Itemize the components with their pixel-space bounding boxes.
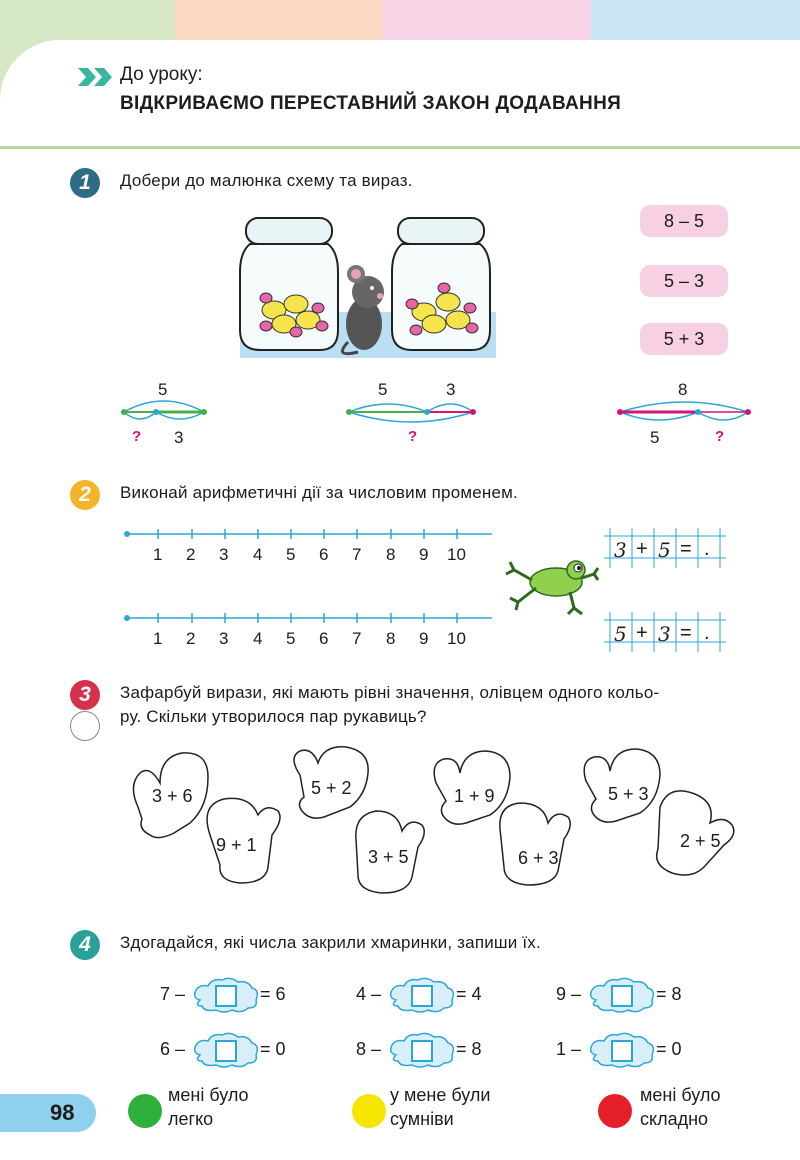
jars-illustration	[238, 212, 498, 360]
grid1-op: +	[636, 538, 648, 560]
scheme2-segment	[343, 396, 479, 430]
mitten-label-8: 2 + 5	[680, 831, 721, 851]
ray2-tick-4: 4	[253, 629, 263, 648]
task2-text: Виконай арифметичні дії за числовим променем.	[120, 483, 518, 502]
legend-doubt-line1: у мене були	[390, 1085, 491, 1105]
task-number-4: 4	[70, 930, 100, 960]
top-stripe-orange	[175, 0, 383, 40]
cloud-eq-5-left: 8 –	[356, 1039, 382, 1059]
mitten-label-3: 5 + 2	[311, 778, 352, 798]
grid1-b: 5	[658, 538, 671, 562]
ray2-tick-1: 1	[153, 629, 163, 648]
ray1-tick-7: 7	[352, 545, 362, 564]
mitten-label-5: 1 + 9	[454, 786, 495, 806]
cloud-eq-3-left: 9 –	[556, 984, 582, 1004]
grid1-a: 3	[614, 538, 627, 562]
header-divider	[0, 146, 800, 149]
task1-text: Добери до малюнка схему та вираз.	[120, 171, 413, 190]
legend-hard-circle[interactable]	[598, 1094, 632, 1128]
page-number-tab	[0, 1094, 96, 1132]
legend-easy-line2: легко	[168, 1109, 214, 1129]
grid2-end: .	[704, 622, 710, 644]
mitten-label-2: 9 + 1	[216, 835, 257, 855]
cloud-eq-4-right: = 0	[260, 1039, 286, 1059]
ray1-tick-2: 2	[186, 545, 196, 564]
ray1-tick-6: 6	[319, 545, 329, 564]
task4-text: Здогадайся, які числа закрили хмаринки, запиши їх.	[120, 933, 541, 952]
cloud-eq-2-right: = 4	[456, 984, 482, 1004]
cloud-eq-5-right: = 8	[456, 1039, 482, 1059]
grid2-eq: =	[680, 622, 692, 644]
number-ray-2	[122, 610, 494, 630]
cloud-eq-2-left: 4 –	[356, 984, 382, 1004]
cloud-eq-1-left: 7 –	[160, 984, 186, 1004]
expression-box-3: 5 + 3	[640, 323, 728, 355]
ray1-tick-4: 4	[253, 545, 263, 564]
cloud-icon	[586, 976, 658, 1014]
scheme2-question: ?	[408, 428, 418, 445]
cloud-icon	[190, 1031, 262, 1069]
ray2-tick-6: 6	[319, 629, 329, 648]
task-number-1: 1	[70, 168, 100, 198]
scheme3-segment	[614, 396, 754, 430]
top-stripe-blue	[591, 0, 800, 40]
number-ray-1	[122, 526, 494, 546]
task-number-3: 3	[70, 680, 100, 710]
cloud-icon	[386, 1031, 458, 1069]
ray1-tick-10: 10	[447, 545, 466, 564]
scheme1-top-label: 5	[158, 380, 168, 399]
expression-box-1: 8 – 5	[640, 205, 728, 237]
scheme2-top-right: 3	[446, 380, 456, 399]
legend-doubt-circle[interactable]	[352, 1094, 386, 1128]
ray1-tick-9: 9	[419, 545, 429, 564]
ray2-tick-3: 3	[219, 629, 229, 648]
top-stripe-pink	[383, 0, 591, 40]
scheme1-bottom-label: 3	[174, 428, 184, 447]
grid2-op: +	[636, 622, 648, 644]
task3-empty-circle	[70, 711, 100, 741]
header-prefix: До уроку:	[120, 64, 203, 85]
cloud-eq-4-left: 6 –	[160, 1039, 186, 1059]
grid2-b: 3	[658, 622, 671, 646]
page-number: 98	[50, 1100, 75, 1125]
scheme1-question: ?	[132, 428, 142, 445]
scheme3-bottom-label: 5	[650, 428, 660, 447]
mitten-label-6: 6 + 3	[518, 848, 559, 868]
grid2-a: 5	[614, 622, 627, 646]
scheme1-segment	[118, 396, 210, 430]
scheme3-question: ?	[715, 428, 725, 445]
ray1-tick-3: 3	[219, 545, 229, 564]
cloud-icon	[190, 976, 262, 1014]
ray2-tick-7: 7	[352, 629, 362, 648]
ray2-tick-10: 10	[447, 629, 466, 648]
double-chevron-icon	[76, 66, 116, 88]
cloud-eq-1-right: = 6	[260, 984, 286, 1004]
task3-text-line1: Зафарбуй вирази, які мають рівні значення, олівцем одного кольо-	[120, 683, 660, 702]
page-title: ВІДКРИВАЄМО ПЕРЕСТАВНИЙ ЗАКОН ДОДАВАННЯ	[120, 93, 622, 114]
ray2-tick-9: 9	[419, 629, 429, 648]
legend-easy-line1: мені було	[168, 1085, 249, 1105]
grid1-end: .	[704, 538, 710, 560]
ray2-tick-5: 5	[286, 629, 296, 648]
cloud-icon	[586, 1031, 658, 1069]
ray2-tick-2: 2	[186, 629, 196, 648]
frog-illustration	[500, 548, 600, 620]
ray1-tick-5: 5	[286, 545, 296, 564]
cloud-eq-3-right: = 8	[656, 984, 682, 1004]
ray1-tick-8: 8	[386, 545, 396, 564]
legend-easy-circle[interactable]	[128, 1094, 162, 1128]
task-number-2: 2	[70, 480, 100, 510]
grid1-eq: =	[680, 538, 692, 560]
mitten-label-1: 3 + 6	[152, 786, 193, 806]
task3-text-line2: ру. Скільки утворилося пар рукавиць?	[120, 707, 427, 726]
mitten-label-4: 3 + 5	[368, 847, 409, 867]
expression-box-2: 5 – 3	[640, 265, 728, 297]
legend-hard-line1: мені було	[640, 1085, 721, 1105]
cloud-icon	[386, 976, 458, 1014]
cloud-eq-6-left: 1 –	[556, 1039, 582, 1059]
ray1-tick-1: 1	[153, 545, 163, 564]
legend-hard-line2: складно	[640, 1109, 709, 1129]
mitten-label-7: 5 + 3	[608, 784, 649, 804]
scheme3-top-label: 8	[678, 380, 688, 399]
ray2-tick-8: 8	[386, 629, 396, 648]
legend-doubt-line2: сумніви	[390, 1109, 454, 1129]
cloud-eq-6-right: = 0	[656, 1039, 682, 1059]
scheme2-top-left: 5	[378, 380, 388, 399]
mittens-outlines	[120, 745, 750, 895]
